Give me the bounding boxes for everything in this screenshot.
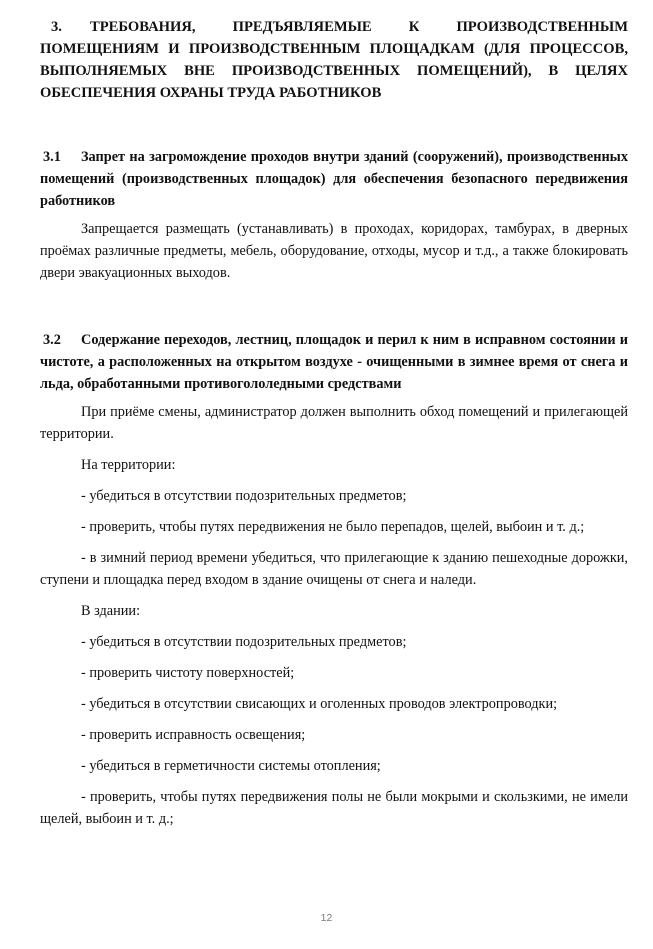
list-item: - проверить, чтобы путях передвижения не было перепадов, щелей, выбоин и т. д.; <box>81 519 585 535</box>
page-number: 12 <box>320 912 333 924</box>
section-heading <box>40 16 628 104</box>
list-item: - проверить, чтобы путях передвижения полы не были мокрыми и скользкими, не имели щелей, выбоин и т. д.; <box>40 789 628 827</box>
paragraph: В здании: <box>81 603 141 619</box>
subsection-number: 3.1 <box>43 149 61 165</box>
subsection-title-text: Содержание переходов, лестниц, площадок и перил к ним в исправном состоянии и чистоте, а расположенных на открытом воздухе - очищенными в зимнее время от снега и льда, обработанными противогололедными средствами <box>40 332 628 392</box>
subsection-title-text: Запрет на загромождение проходов внутри зданий (сооружений), производственных помещений (производственных площадок) для обеспечения безопасного передвижения работников <box>40 149 628 209</box>
document-page <box>40 16 628 830</box>
list-item: - убедиться в отсутствии подозрительных предметов; <box>81 634 407 650</box>
list-item: - убедиться в герметичности системы отопления; <box>81 758 381 774</box>
list-item: - проверить чистоту поверхностей; <box>81 665 295 681</box>
list-item: - в зимний период времени убедиться, что прилегающие к зданию пешеходные дорожки, ступени и площадка перед входом в здание очищены от снега и наледи. <box>40 550 628 588</box>
list-item: - проверить исправность освещения; <box>81 727 306 743</box>
section-number: 3. <box>51 19 62 35</box>
paragraph: При приёме смены, администратор должен выполнить обход помещений и прилегающей территории. <box>40 404 628 442</box>
subsection-number: 3.2 <box>43 332 61 348</box>
paragraph: На территории: <box>81 457 176 473</box>
subsection-heading-3-2 <box>40 329 628 395</box>
list-item: - убедиться в отсутствии свисающих и оголенных проводов электропроводки; <box>81 696 558 712</box>
paragraph: Запрещается размещать (устанавливать) в проходах, коридорах, тамбурах, в дверных проёмах различные предметы, мебель, оборудование, отходы, мусор и т.д., а также блокировать двери эвакуационных выходов. <box>40 221 628 281</box>
subsection-heading-3-1 <box>40 146 628 212</box>
section-title-text: ТРЕБОВАНИЯ, ПРЕДЪЯВЛЯЕМЫЕ К ПРОИЗВОДСТВЕННЫМ ПОМЕЩЕНИЯМ И ПРОИЗВОДСТВЕННЫМ ПЛОЩАДКАМ (ДЛЯ ПРОЦЕССОВ, ВЫПОЛНЯЕМЫХ ВНЕ ПРОИЗВОДСТВЕННЫХ ПОМЕЩЕНИЙ), В ЦЕЛЯХ ОБЕСПЕЧЕНИЯ ОХРАНЫ ТРУДА РАБОТНИКОВ <box>40 19 628 101</box>
list-item: - убедиться в отсутствии подозрительных предметов; <box>81 488 407 504</box>
